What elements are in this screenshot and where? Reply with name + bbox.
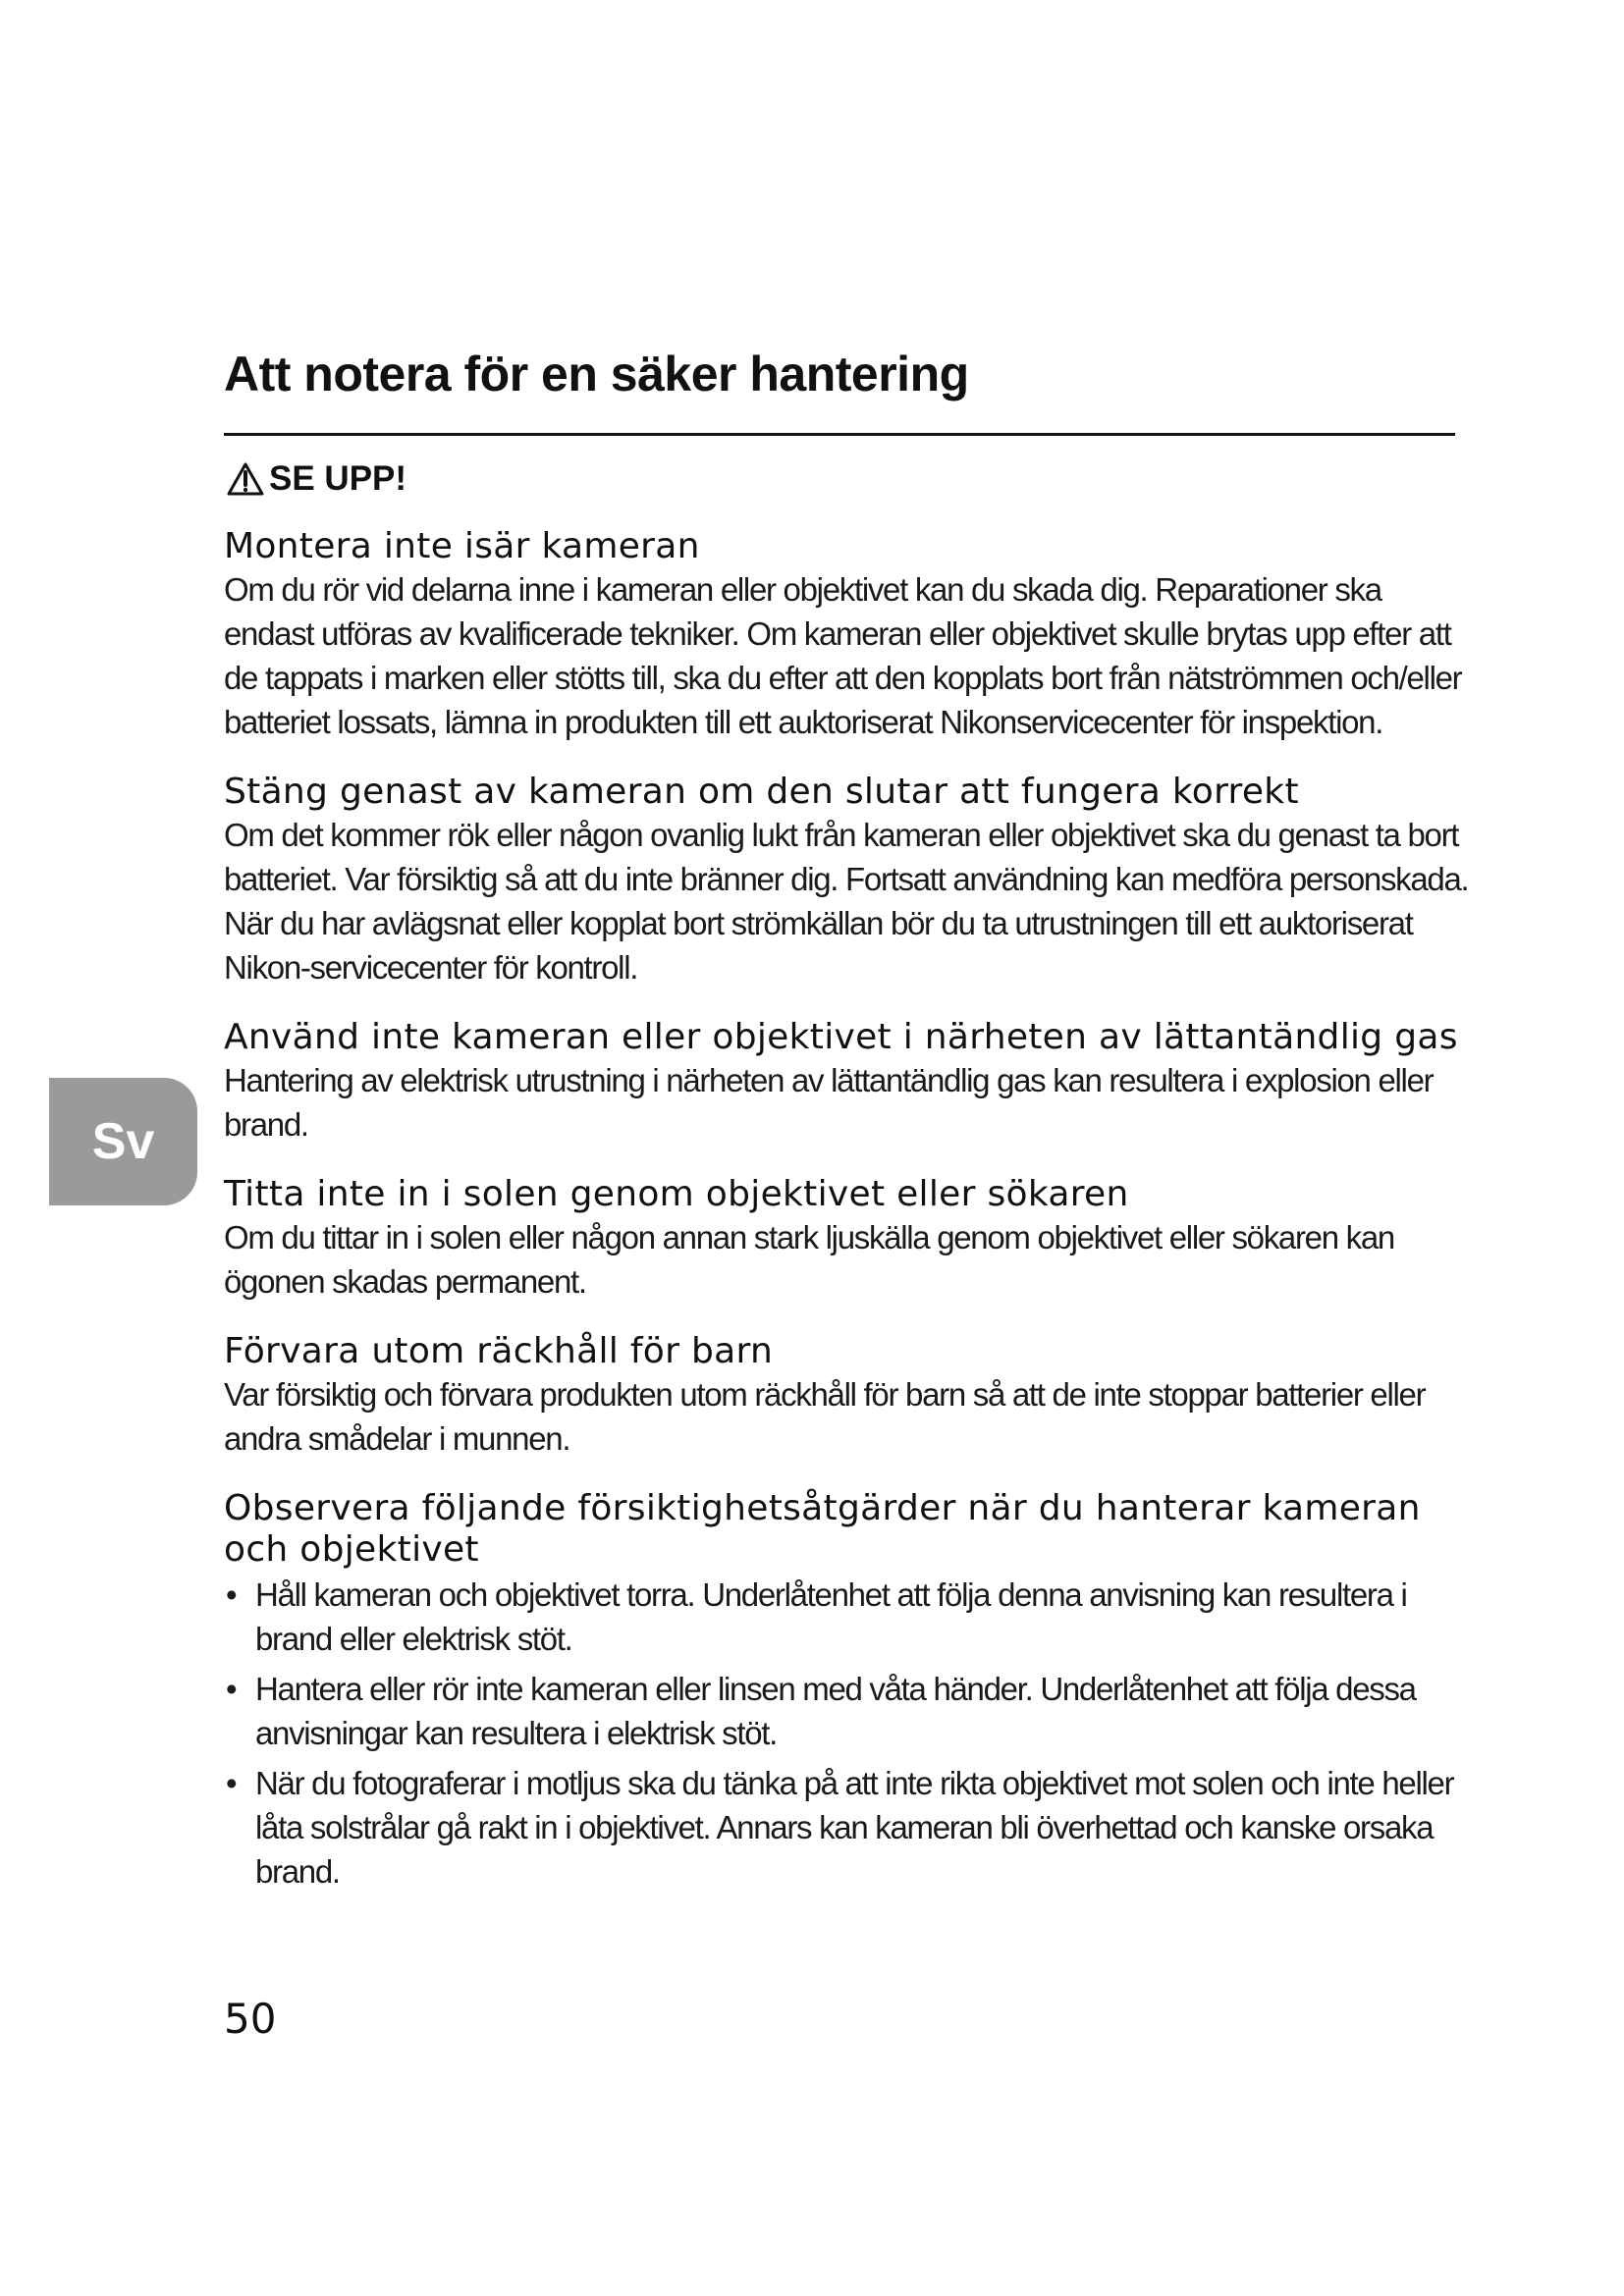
- warning-heading: [226, 459, 406, 499]
- bullet-icon: •: [226, 1576, 237, 1613]
- list-item-text: När du fotograferar i motljus ska du tänka på att inte rikta objektivet mot solen och inte heller låta solstrålar gå rakt in i objektivet. Annars kan kameran bli överhettad och kanske orsaka brand.: [255, 1765, 1454, 1890]
- section-sun: [224, 1174, 1471, 1304]
- section-precautions: [224, 1488, 1471, 1894]
- list-item: [224, 1667, 1471, 1755]
- section-title: Montera inte isär kameran: [224, 526, 700, 566]
- safety-content: [224, 526, 1471, 1921]
- section-flammable-gas: [224, 1017, 1471, 1147]
- section-title: Använd inte kameran eller objektivet i närheten av lättantändlig gas: [224, 1017, 1458, 1057]
- section-body: Hantering av elektrisk utrustning i närheten av lättantändlig gas kan resultera i explosion eller brand.: [224, 1062, 1434, 1143]
- warning-triangle-icon: [226, 461, 265, 497]
- section-title: Stäng genast av kameran om den slutar att fungera korrekt: [224, 772, 1299, 812]
- precaution-list: [224, 1573, 1471, 1894]
- list-item: [224, 1573, 1471, 1661]
- section-body: Var försiktig och förvara produkten utom räckhåll för barn så att de inte stoppar batterier eller andra smådelar i munnen.: [224, 1376, 1426, 1457]
- section-body: Om du tittar in i solen eller någon annan stark ljuskälla genom objektivet eller sökaren kan ögonen skadas permanent.: [224, 1219, 1394, 1300]
- page-number: 50: [224, 1995, 277, 2043]
- warning-label: SE UPP!: [269, 459, 407, 498]
- section-title: Förvara utom räckhåll för barn: [224, 1331, 774, 1371]
- section-body: Om det kommer rök eller någon ovanlig lukt från kameran eller objektivet ska du genast ta bort batteriet. Var försiktig så att du inte bränner dig. Fortsatt användning kan medföra personskada. När du har avlägsnat eller kopplat bort strömkällan bör du ta utrustningen till ett auktoriserat Nikon-servicecenter för kontroll.: [224, 817, 1469, 986]
- section-disassembly: [224, 526, 1471, 744]
- page-title: Att notera för en säker hantering: [224, 347, 969, 401]
- section-title: Titta inte in i solen genom objektivet eller sökaren: [224, 1174, 1129, 1214]
- section-malfunction: [224, 772, 1471, 989]
- bullet-icon: •: [226, 1671, 237, 1707]
- title-rule: [224, 433, 1455, 436]
- section-children: [224, 1331, 1471, 1461]
- language-tab: Sv: [49, 1078, 197, 1205]
- section-title: Observera följande försiktighetsåtgärder när du hanterar kameran och objektivet: [224, 1488, 1421, 1570]
- bullet-icon: •: [226, 1765, 237, 1801]
- list-item-text: Hantera eller rör inte kameran eller linsen med våta händer. Underlåtenhet att följa dessa anvisningar kan resultera i elektrisk stöt.: [255, 1671, 1416, 1751]
- list-item-text: Håll kameran och objektivet torra. Underlåtenhet att följa denna anvisning kan resultera i brand eller elektrisk stöt.: [255, 1576, 1407, 1657]
- list-item: [224, 1761, 1471, 1894]
- section-body: Om du rör vid delarna inne i kameran eller objektivet kan du skada dig. Reparationer ska endast utföras av kvalificerade tekniker. Om kameran eller objektivet skulle brytas upp efter att de tappats i marken eller stötts till, ska du efter att den kopplats bort från nätströmmen och/eller batteriet lossats, lämna in produkten till ett auktoriserat Nikonservicecenter för inspektion.: [224, 571, 1462, 740]
